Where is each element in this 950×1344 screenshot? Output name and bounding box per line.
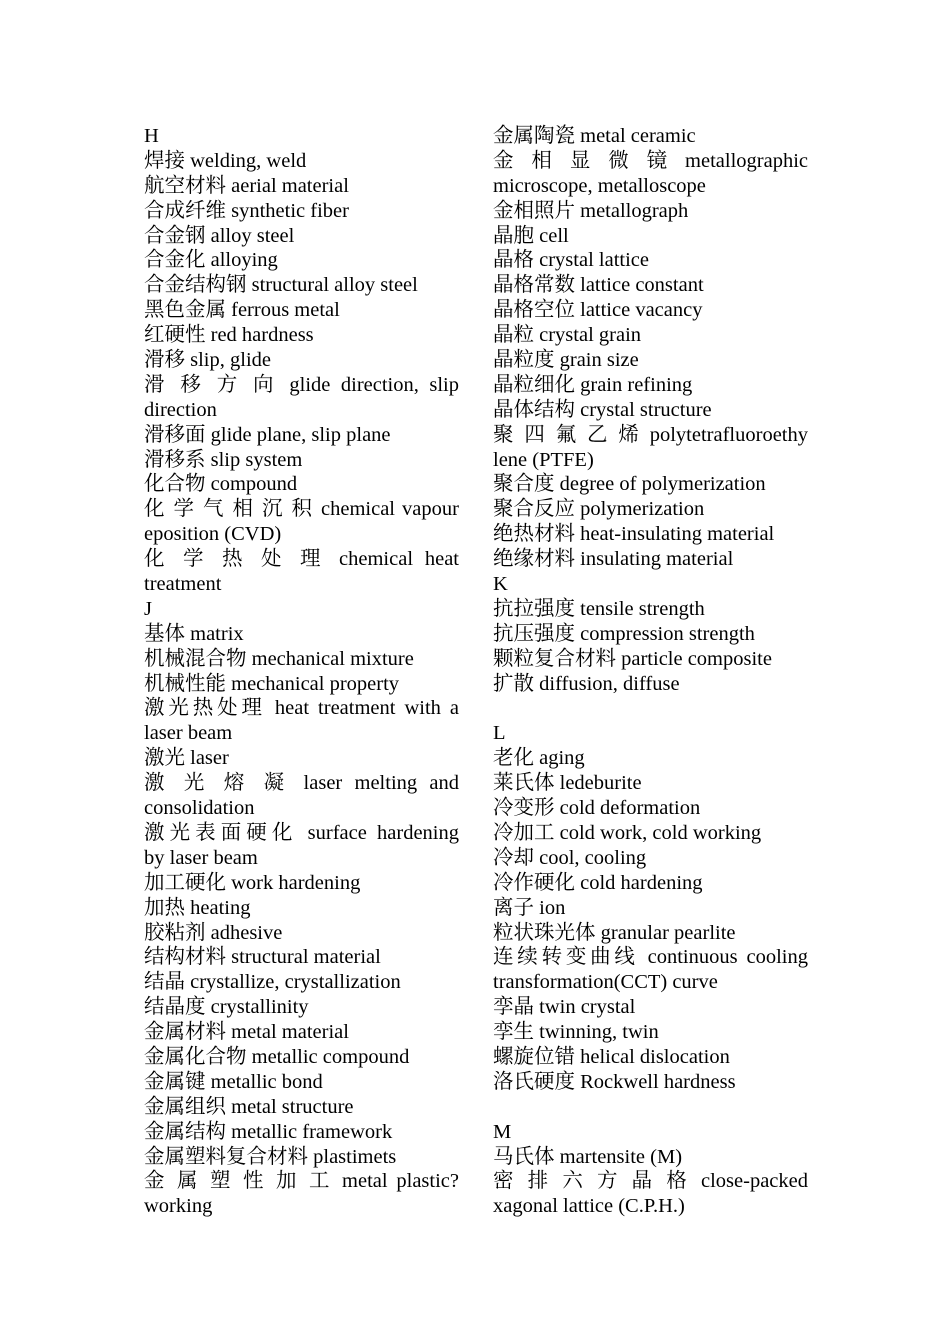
- glossary-line: 焊接 welding, weld: [144, 149, 307, 172]
- left-column: [144, 124, 459, 1219]
- glossary-line: 密 排 六 方 晶 格 close-packed: [493, 1170, 808, 1193]
- glossary-line: 粒状珠光体 granular pearlite: [493, 921, 736, 944]
- glossary-line: 冷却 cool, cooling: [493, 846, 647, 869]
- glossary-line: 冷变形 cold deformation: [493, 797, 701, 820]
- glossary-line: 冷加工 cold work, cold working: [493, 821, 762, 844]
- glossary-line: 黑色金属 ferrous metal: [144, 299, 340, 322]
- glossary-line: 金属陶瓷 metal ceramic: [493, 125, 696, 147]
- glossary-line: 抗压强度 compression strength: [493, 622, 755, 645]
- glossary-line: 化 学 热 处 理 chemical heat: [144, 548, 459, 571]
- glossary-line: 离子 ion: [493, 896, 566, 919]
- glossary-line: 孪晶 twin crystal: [493, 996, 636, 1019]
- glossary-line: consolidation: [144, 797, 255, 820]
- blank-line: [493, 1095, 808, 1120]
- glossary-line: lene (PTFE): [493, 448, 594, 471]
- glossary-line: M: [493, 1120, 512, 1143]
- glossary-line: 晶格 crystal lattice: [493, 249, 649, 272]
- glossary-line: 连续转变曲线 continuous cooling: [493, 946, 808, 969]
- glossary-line: 金属组织 metal structure: [144, 1095, 354, 1118]
- glossary-line: 孪生 twinning, twin: [493, 1021, 659, 1044]
- glossary-line: 聚 四 氟 乙 烯 polytetrafluoroethy: [493, 423, 808, 446]
- glossary-line: by laser beam: [144, 846, 258, 869]
- glossary-line: 老化 aging: [493, 747, 585, 770]
- glossary-line: K: [493, 573, 508, 596]
- glossary-line: 合金化 alloying: [144, 249, 278, 272]
- glossary-line: 金属化合物 metallic compound: [144, 1045, 410, 1068]
- glossary-line: 绝缘材料 insulating material: [493, 548, 734, 571]
- blank-line: [493, 696, 808, 721]
- glossary-line: 化 学 气 相 沉 积 chemical vapour: [144, 498, 459, 521]
- glossary-line: 洛氏硬度 Rockwell hardness: [493, 1070, 736, 1093]
- glossary-line: 合成纤维 synthetic fiber: [144, 199, 349, 222]
- glossary-line: L: [493, 722, 506, 745]
- glossary-line: 金 属 塑 性 加 工 metal plastic?: [144, 1170, 459, 1193]
- glossary-line: 化合物 compound: [144, 473, 298, 496]
- glossary-line: direction: [144, 398, 217, 421]
- glossary-line: 冷作硬化 cold hardening: [493, 871, 703, 894]
- glossary-line: 颗粒复合材料 particle composite: [493, 647, 772, 670]
- glossary-line: 合金结构钢 structural alloy steel: [144, 274, 418, 297]
- glossary-line: 滑移面 glide plane, slip plane: [144, 423, 391, 446]
- glossary-line: H: [144, 125, 159, 147]
- glossary-line: 扩散 diffusion, diffuse: [493, 672, 680, 695]
- glossary-line: 晶胞 cell: [493, 224, 569, 247]
- glossary-line: 胶粘剂 adhesive: [144, 921, 283, 944]
- glossary-line: treatment: [144, 573, 222, 596]
- glossary-line: 激光热处理 heat treatment with a: [144, 697, 459, 720]
- glossary-line: 基体 matrix: [144, 622, 244, 645]
- glossary-line: eposition (CVD): [144, 523, 282, 546]
- glossary-line: laser beam: [144, 722, 233, 745]
- glossary-line: 晶格常数 lattice constant: [493, 274, 704, 297]
- glossary-line: 滑移系 slip system: [144, 448, 303, 471]
- right-column: [493, 124, 808, 1219]
- glossary-line: microscope, metalloscope: [493, 174, 706, 197]
- glossary-line: 红硬性 red hardness: [144, 324, 314, 347]
- glossary-line: 金相照片 metallograph: [493, 199, 689, 222]
- glossary-line: 金属材料 metal material: [144, 1021, 349, 1044]
- glossary-line: 结构材料 structural material: [144, 946, 381, 969]
- glossary-line: 聚合度 degree of polymerization: [493, 473, 766, 496]
- glossary-line: 结晶 crystallize, crystallization: [144, 971, 401, 994]
- glossary-line: 抗拉强度 tensile strength: [493, 597, 705, 620]
- glossary-line: 滑 移 方 向 glide direction, slip: [144, 373, 459, 396]
- glossary-line: 航空材料 aerial material: [144, 174, 349, 197]
- glossary-line: 结晶度 crystallinity: [144, 996, 309, 1019]
- glossary-line: 螺旋位错 helical dislocation: [493, 1045, 730, 1068]
- glossary-line: 加工硬化 work hardening: [144, 871, 361, 894]
- glossary-line: 晶粒细化 grain refining: [493, 373, 693, 396]
- glossary-line: 绝热材料 heat-insulating material: [493, 523, 775, 546]
- glossary-line: 晶粒 crystal grain: [493, 324, 642, 347]
- glossary-line: 晶体结构 crystal structure: [493, 398, 712, 421]
- glossary-line: working: [144, 1195, 213, 1218]
- glossary-line: 激光表面硬化 surface hardening: [144, 821, 459, 844]
- glossary-line: 加热 heating: [144, 896, 251, 919]
- glossary-line: 机械性能 mechanical property: [144, 672, 400, 695]
- glossary-line: 聚合反应 polymerization: [493, 498, 705, 521]
- glossary-line: J: [144, 597, 152, 620]
- glossary-line: 金属结构 metallic framework: [144, 1120, 393, 1143]
- glossary-line: 合金钢 alloy steel: [144, 224, 295, 247]
- glossary-line: 激 光 熔 凝 laser melting and: [144, 772, 459, 795]
- glossary-line: 金属塑料复合材料 plastimets: [144, 1145, 397, 1168]
- glossary-line: 马氏体 martensite (M): [493, 1145, 683, 1168]
- glossary-line: 晶粒度 grain size: [493, 349, 639, 372]
- glossary-line: 激光 laser: [144, 747, 229, 770]
- glossary-line: 金 相 显 微 镜 metallographic: [493, 149, 808, 172]
- glossary-line: 莱氏体 ledeburite: [493, 772, 642, 795]
- glossary-line: xagonal lattice (C.P.H.): [493, 1195, 685, 1218]
- glossary-line: transformation(CCT) curve: [493, 971, 718, 994]
- glossary-line: 金属键 metallic bond: [144, 1070, 323, 1093]
- glossary-line: 机械混合物 mechanical mixture: [144, 647, 414, 670]
- glossary-line: 滑移 slip, glide: [144, 349, 271, 372]
- glossary-line: 晶格空位 lattice vacancy: [493, 299, 703, 322]
